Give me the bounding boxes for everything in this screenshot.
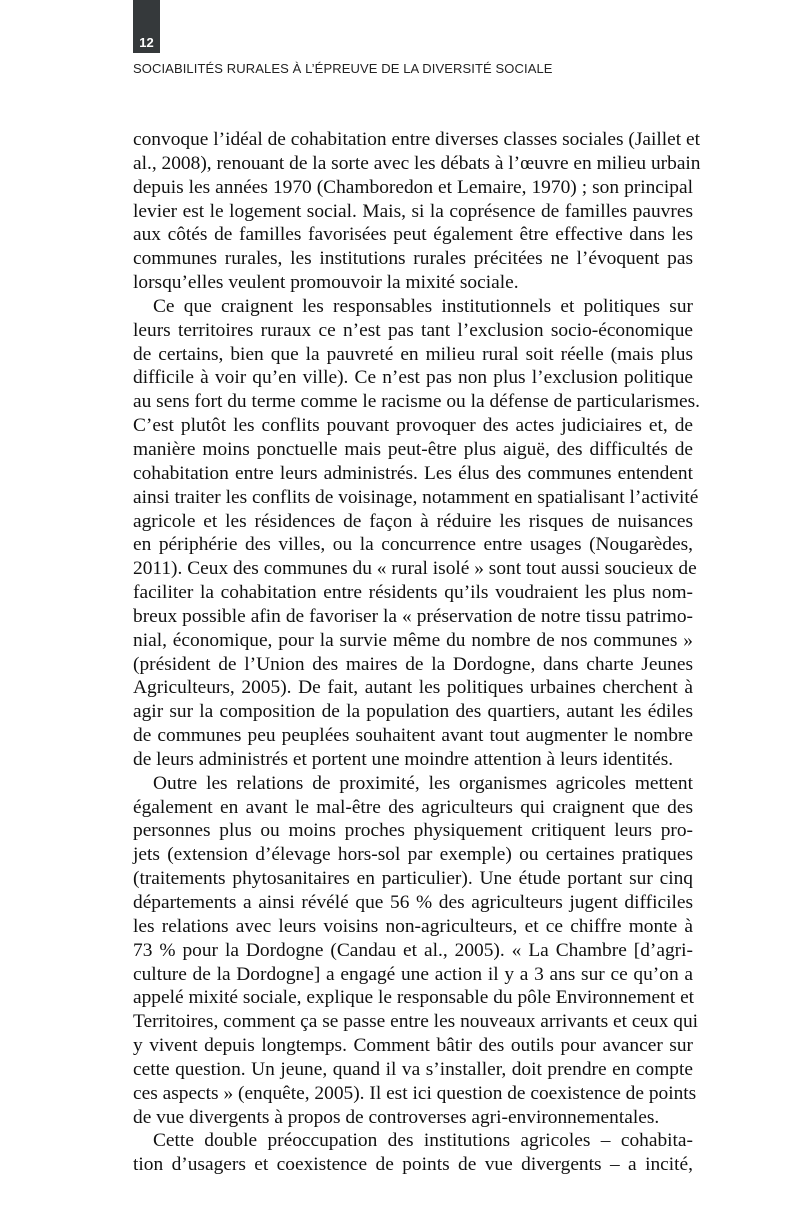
text-line: lorsqu’elles veulent promouvoir la mixité sociale. xyxy=(133,272,519,294)
text-line: nial, économique, pour la survie même du nombre de nos communes » xyxy=(133,629,693,651)
text-line: (traitements phytosanitaires en particulier). Une étude portant sur cinq xyxy=(133,868,693,890)
text-line: levier est le logement social. Mais, si la coprésence de familles pauvres xyxy=(133,200,693,222)
text-line: faciliter la cohabitation entre résidents qu’ils voudraient les plus nom- xyxy=(133,582,693,604)
page-number-tab xyxy=(133,0,160,53)
text-line: 2011). Ceux des communes du « rural isolé » sont tout aussi soucieux de xyxy=(133,558,697,580)
text-line: de vue divergents à propos de controverses agri-environnementales. xyxy=(133,1106,660,1128)
text-line: Cette double préoccupation des institutions agricoles – cohabita- xyxy=(153,1130,693,1152)
text-line: aux côtés de familles favorisées peut également être effective dans les xyxy=(133,224,693,246)
text-line: de leurs administrés et portent une moindre attention à leurs identités. xyxy=(133,748,674,770)
text-line: appelé mixité sociale, explique le responsable du pôle Environnement et xyxy=(133,987,695,1009)
text-line: Ce que craignent les responsables institutionnels et politiques sur xyxy=(153,295,693,317)
paragraph xyxy=(133,128,701,295)
text-line: convoque l’idéal de cohabitation entre diverses classes sociales (Jaillet et xyxy=(133,129,700,150)
text-line: tion d’usagers et coexistence de points de vue divergents – a incité, xyxy=(133,1154,693,1176)
text-line: Agriculteurs, 2005). De fait, autant les politiques urbaines cherchent à xyxy=(133,677,693,699)
body-text xyxy=(133,128,701,1177)
paragraph xyxy=(133,295,700,772)
text-line: Outre les relations de proximité, les organismes agricoles mettent xyxy=(153,772,693,794)
text-line: jets (extension d’élevage hors-sol par exemple) ou certaines pratiques xyxy=(133,844,693,866)
text-line: difficile à voir qu’en ville). Ce n’est pas non plus l’exclusion politique xyxy=(133,367,693,389)
text-line: culture de la Dordogne] a engagé une action il y a 3 ans sur ce qu’on a xyxy=(133,963,693,985)
text-line: de certains, bien que la pauvreté en milieu rural soit réelle (mais plus xyxy=(133,343,693,365)
paragraph xyxy=(133,772,699,1130)
text-line: ainsi traiter les conflits de voisinage, notamment en spatialisant l’activité xyxy=(133,486,699,508)
text-line: cohabitation entre leurs administrés. Les élus des communes entendent xyxy=(133,462,693,484)
text-line: agricole et les résidences de façon à réduire les risques de nuisances xyxy=(133,510,693,532)
text-line: agir sur la composition de la population des quartiers, autant les édiles xyxy=(133,701,693,723)
text-line: communes rurales, les institutions rurales précitées ne l’évoquent pas xyxy=(133,248,693,270)
text-line: au sens fort du terme comme le racisme ou la défense de particularismes. xyxy=(133,391,700,413)
text-line: C’est plutôt les conflits pouvant provoquer des actes judiciaires et, de xyxy=(133,415,693,437)
text-line: al., 2008), renouant de la sorte avec les débats à l’œuvre en milieu urbain xyxy=(133,152,701,174)
paragraph xyxy=(133,1129,693,1177)
text-line: y vivent depuis longtemps. Comment bâtir des outils pour avancer sur xyxy=(133,1035,693,1057)
text-line: 73 % pour la Dordogne (Candau et al., 2005). « La Chambre [d’agri- xyxy=(133,939,693,961)
text-line: leurs territoires ruraux ce n’est pas tant l’exclusion socio-économique xyxy=(133,319,693,341)
text-line: manière moins ponctuelle mais peut-être plus aiguë, des difficultés de xyxy=(133,438,693,460)
text-line: départements a ainsi révélé que 56 % des agriculteurs jugent difficiles xyxy=(133,892,693,913)
running-header: SOCIABILITÉS RURALES À L’ÉPREUVE DE LA DIVERSITÉ SOCIALE xyxy=(133,61,553,76)
text-line: depuis les années 1970 (Chamboredon et Lemaire, 1970) ; son principal xyxy=(133,176,693,198)
text-line: breux possible afin de favoriser la « préservation de notre tissu patrimo- xyxy=(133,605,693,627)
text-line: en périphérie des villes, ou la concurrence entre usages (Nougarèdes, xyxy=(133,534,693,556)
text-line: cette question. Un jeune, quand il va s’installer, doit prendre en compte xyxy=(133,1058,693,1080)
text-line: également en avant le mal-être des agriculteurs qui craignent que des xyxy=(133,796,693,818)
page-number: 12 xyxy=(139,35,154,50)
text-line: ces aspects » (enquête, 2005). Il est ici question de coexistence de points xyxy=(133,1082,697,1104)
text-line: les relations avec leurs voisins non-agriculteurs, et ce chiffre monte à xyxy=(133,915,693,937)
text-line: Territoires, comment ça se passe entre les nouveaux arrivants et ceux qui xyxy=(133,1011,699,1033)
text-line: (président de l’Union des maires de la Dordogne, dans charte Jeunes xyxy=(133,653,693,675)
text-line: de communes peu peuplées souhaitent avant tout augmenter le nombre xyxy=(133,725,693,747)
text-line: personnes plus ou moins proches physiquement critiquent leurs pro- xyxy=(133,820,693,842)
